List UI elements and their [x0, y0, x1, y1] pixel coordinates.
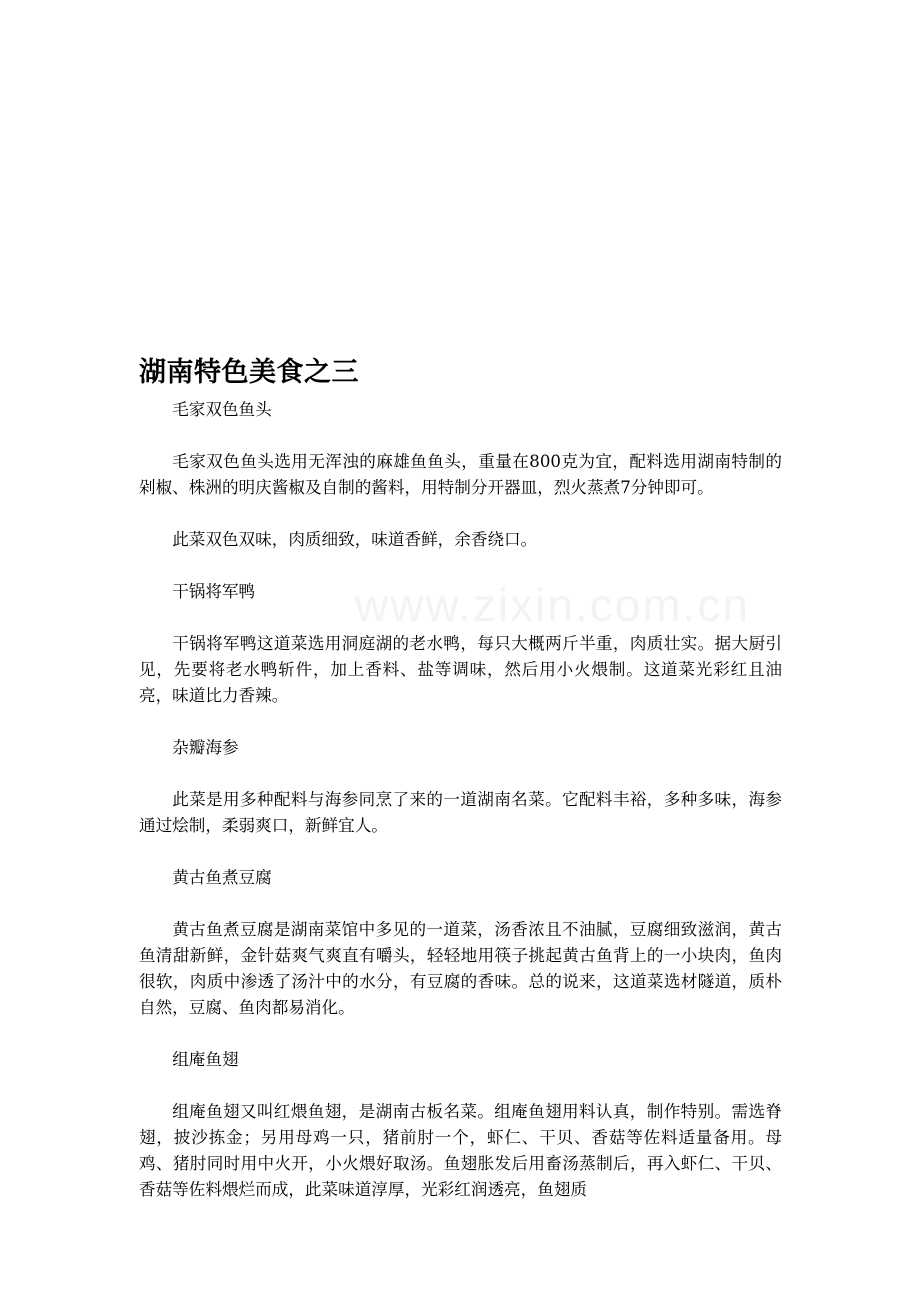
watermark: www.zixin.com.cn — [355, 579, 750, 631]
body-paragraph: 此菜双色双味，肉质细致，味道香鲜，余香绕口。 — [172, 530, 538, 549]
page-title: 湖南特色美食之三 — [139, 357, 359, 388]
dish-heading: 黄古鱼煮豆腐 — [172, 868, 272, 887]
body-paragraph: 毛家双色鱼头选用无浑浊的麻雄鱼鱼头，重量在800克为宜，配料选用湖南特制的剁椒、株洲的明庆酱椒及自制的酱料，用特制分开器皿，烈火蒸煮7分钟即可。 — [139, 452, 782, 497]
body-paragraph: 此菜是用多种配料与海参同烹了来的一道湖南名菜。它配料丰裕，多种多味，海参通过烩制，柔弱爽口，新鲜宜人。 — [139, 790, 782, 835]
body-paragraph: 组庵鱼翅又叫红煨鱼翅，是湖南古板名菜。组庵鱼翅用料认真，制作特别。需选脊翅，披沙拣金；另用母鸡一只，猪前肘一个，虾仁、干贝、香菇等佐料适量备用。母鸡、猪肘同时用中火开，小火煨好取汤。鱼翅胀发后用畜汤蒸制后，再入虾仁、干贝、香菇等佐料煨烂而成，此菜味道淳厚，光彩红润透亮，鱼翅质 — [139, 1102, 782, 1199]
dish-heading: 杂瓣海参 — [172, 738, 239, 757]
document-body — [139, 397, 782, 1203]
body-paragraph: 干锅将军鸭这道菜选用洞庭湖的老水鸭，每只大概两斤半重，肉质壮实。据大厨引见，先要将老水鸭斩件，加上香料、盐等调味，然后用小火煨制。这道菜光彩红且油亮，味道比力香辣。 — [139, 634, 782, 705]
dish-heading: 组庵鱼翅 — [172, 1050, 239, 1069]
body-paragraph: 黄古鱼煮豆腐是湖南菜馆中多见的一道菜，汤香浓且不油腻，豆腐细致滋润，黄古鱼清甜新鲜，金针菇爽气爽直有嚼头，轻轻地用筷子挑起黄古鱼背上的一小块肉，鱼肉很软，肉质中渗透了汤汁中的水分，有豆腐的香味。总的说来，这道菜选材隧道，质朴自然，豆腐、鱼肉都易消化。 — [139, 920, 782, 1017]
dish-heading: 毛家双色鱼头 — [172, 400, 272, 419]
dish-heading: 干锅将军鸭 — [172, 582, 256, 601]
